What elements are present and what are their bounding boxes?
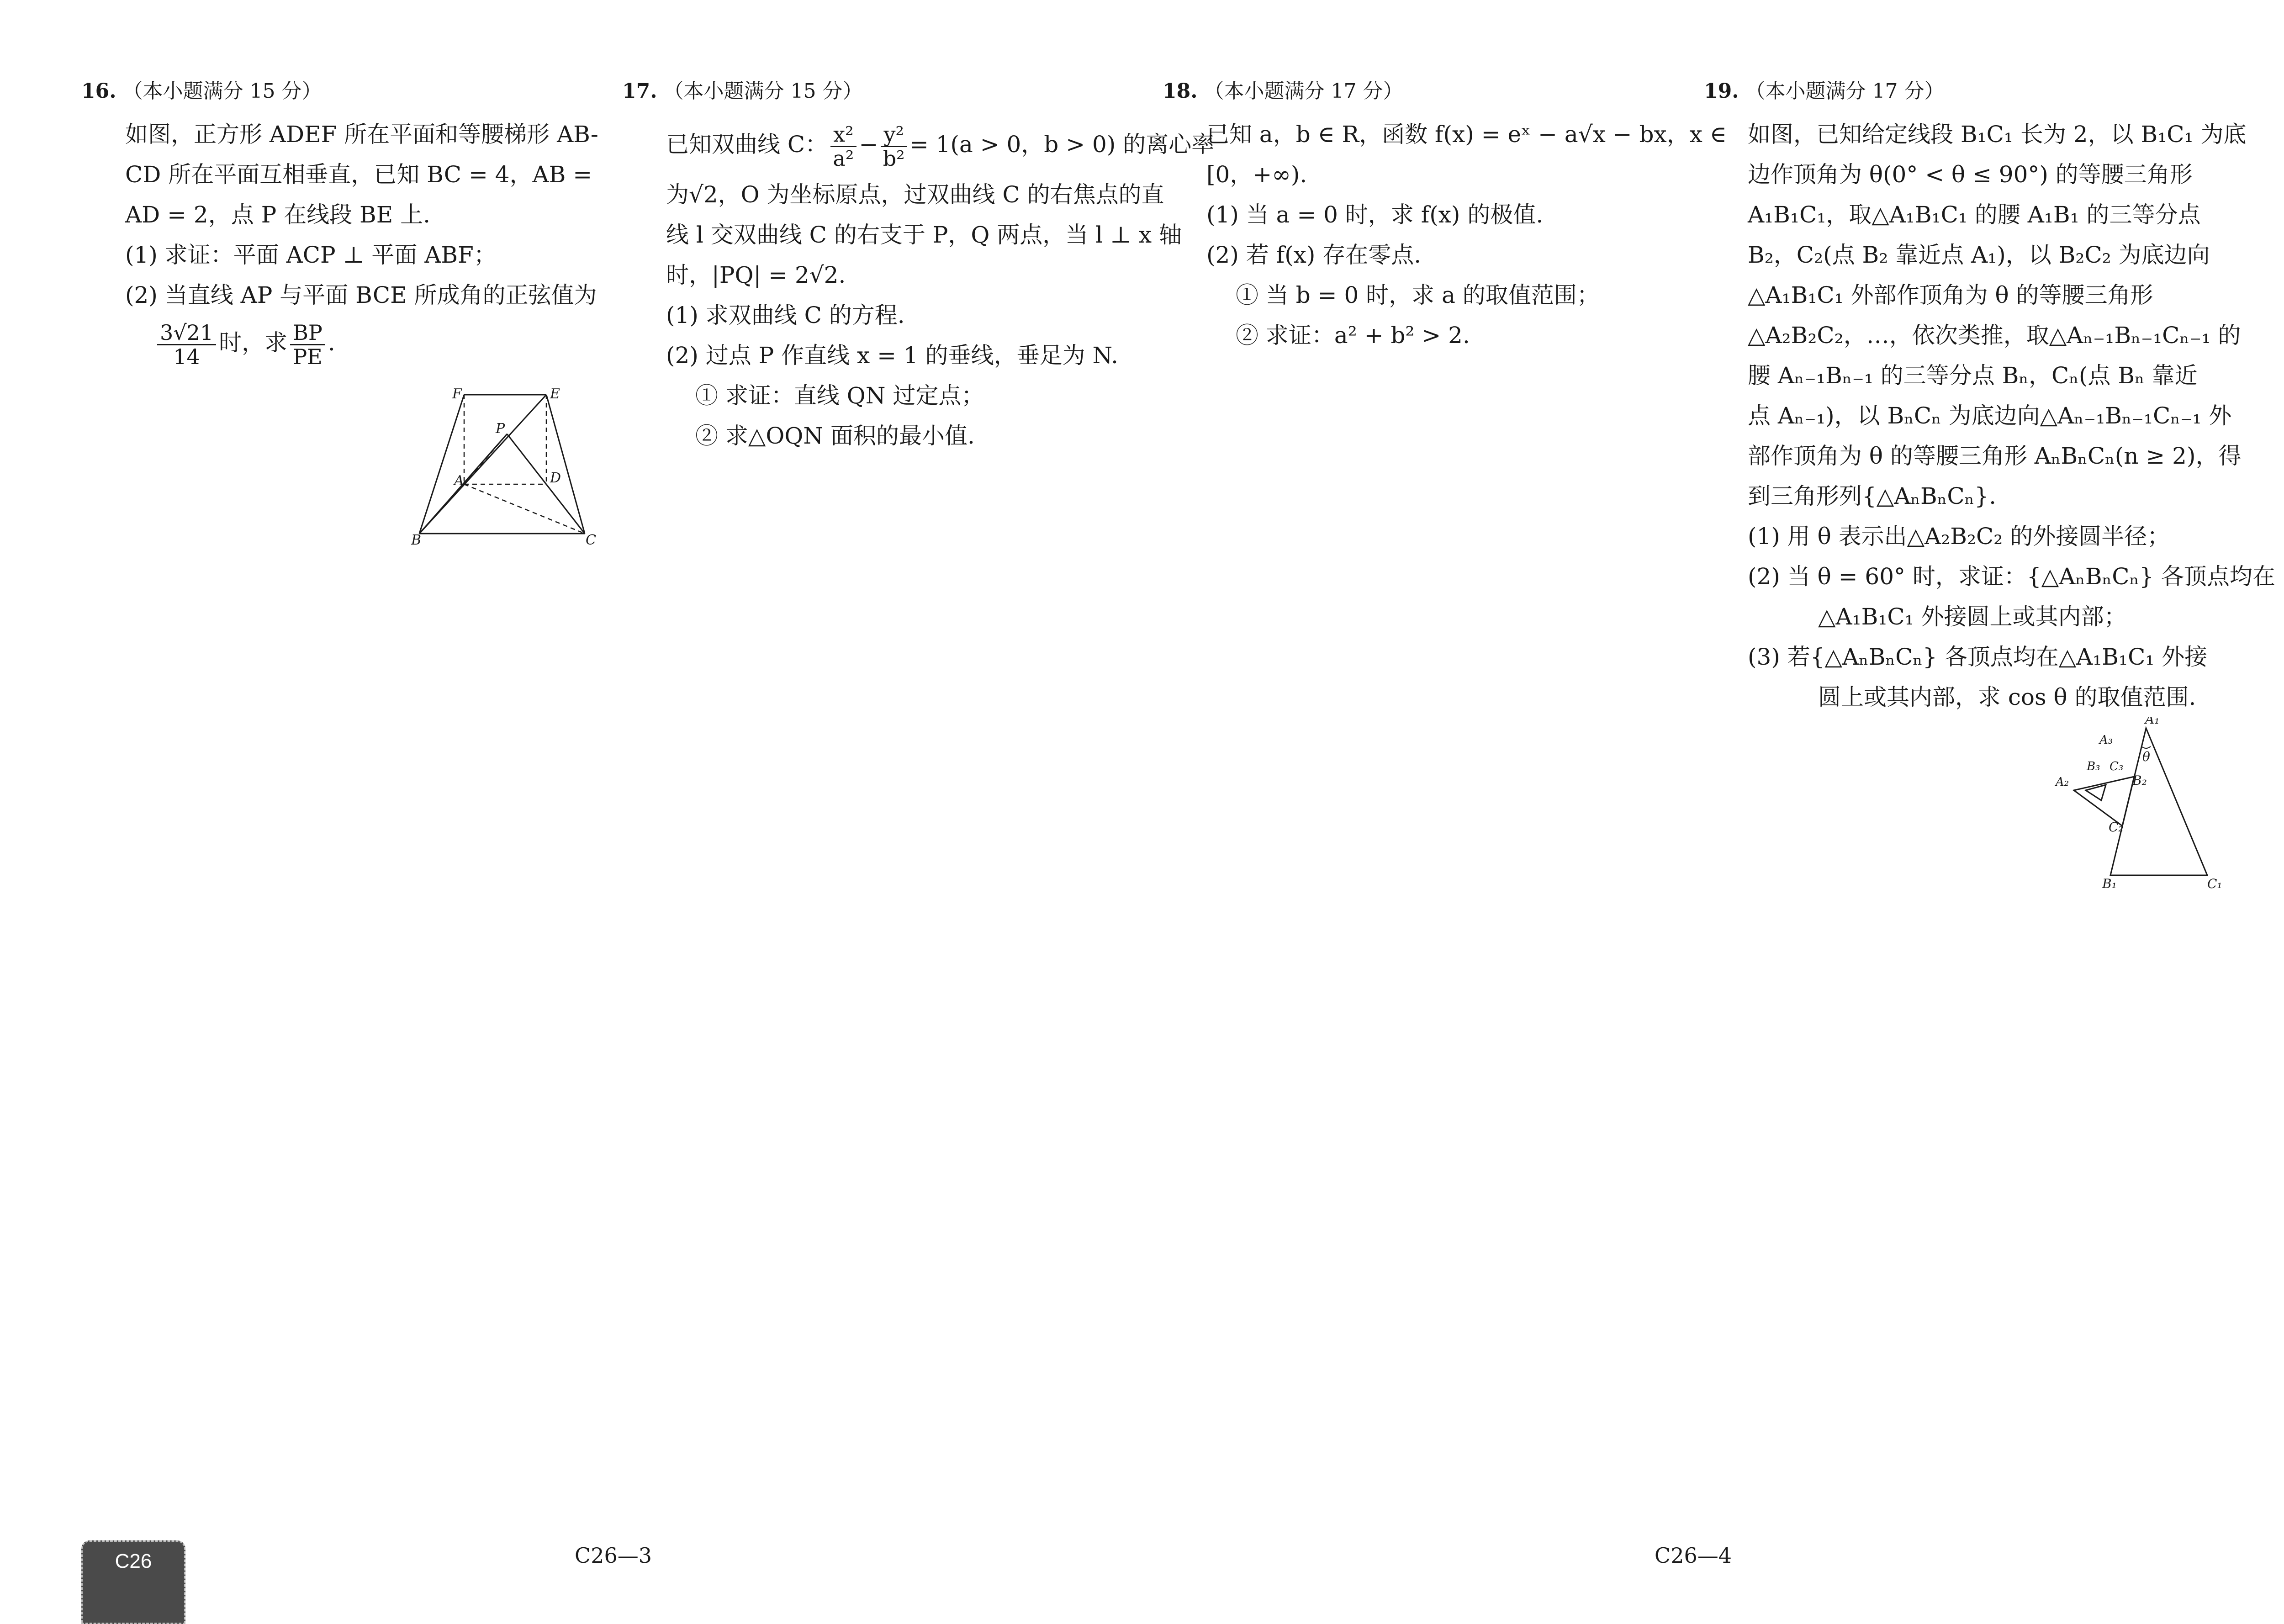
question-16: [81, 69, 598, 370]
q19-text-line: 点 Aₙ₋₁)，以 BₙCₙ 为底边向△Aₙ₋₁Bₙ₋₁Cₙ₋₁ 外: [1748, 402, 2232, 429]
q19-part-1: (1) 用 θ 表示出△A₂B₂C₂ 的外接圆半径；: [1748, 523, 2170, 550]
q17-text-line: 线 l 交双曲线 C 的右支于 P，Q 两点，当 l ⊥ x 轴: [666, 222, 1182, 248]
q19-text-line: 腰 Aₙ₋₁Bₙ₋₁ 的三等分点 Bₙ，Cₙ(点 Bₙ 靠近: [1748, 362, 2198, 389]
q16-fraction-sine: $\frac{3√21}{14}$: [157, 321, 216, 368]
q17-part-2-sub-1: ① 求证：直线 QN 过定点；: [695, 382, 984, 409]
question-18: [1163, 69, 1727, 355]
q17-part-2: (2) 过点 P 作直线 x = 1 的垂线，垂足为 N.: [666, 342, 1118, 369]
q16-part-1: (1) 求证：平面 ACP ⊥ 平面 ABF；: [125, 242, 497, 268]
label-C3: C₃: [2110, 760, 2124, 773]
q19-part-2-cont: △A₁B₁C₁ 外接圆上或其内部；: [1818, 603, 2127, 630]
label-A3: A₃: [2099, 733, 2113, 747]
q18-text-line: 已知 a，b ∈ R，函数 f(x) = eˣ − a√x − bx，x ∈: [1206, 121, 1727, 148]
q19-text-line: 边作顶角为 θ(0° < θ ≤ 90°) 的等腰三角形: [1748, 161, 2193, 188]
q17-fraction-x: $\frac{\text{x²}}{\text{a²}}$: [830, 123, 856, 170]
label-C: C: [586, 532, 596, 548]
page-number-right: C26—4: [1655, 1543, 1732, 1568]
question-19: [1704, 69, 2275, 717]
label-theta: θ: [2142, 749, 2150, 764]
q19-part-2: (2) 当 θ = 60° 时，求证：{△AₙBₙCₙ} 各顶点均在: [1748, 563, 2275, 590]
q17-header: 17. （本小题满分 15 分）: [622, 79, 863, 103]
label-E: E: [550, 388, 560, 402]
page-number-left: C26—3: [575, 1543, 652, 1568]
label-A: A: [454, 473, 464, 489]
q16-header: 16. （本小题满分 15 分）: [81, 79, 322, 103]
label-B: B: [411, 532, 422, 548]
q19-figure: [2042, 717, 2243, 893]
q19-text-line: B₂，C₂(点 B₂ 靠近点 A₁)，以 B₂C₂ 为底边向: [1748, 242, 2210, 268]
q16-figure: [411, 388, 612, 550]
q18-header: 18. （本小题满分 17 分）: [1163, 79, 1403, 103]
q18-part-2: (2) 若 f(x) 存在零点.: [1206, 242, 1422, 268]
label-C2: C₂: [2109, 820, 2124, 835]
q18-part-1: (1) 当 a = 0 时，求 f(x) 的极值.: [1206, 201, 1544, 228]
q19-text-line: 部作顶角为 θ 的等腰三角形 AₙBₙCₙ(n ≥ 2)，得: [1748, 443, 2242, 469]
q19-text-line: 如图，已知给定线段 B₁C₁ 长为 2，以 B₁C₁ 为底: [1748, 121, 2247, 148]
label-D: D: [550, 470, 561, 486]
label-F: F: [452, 388, 462, 402]
q18-text-line: [0，+∞).: [1206, 161, 1307, 188]
q16-text-line: 如图，正方形 ADEF 所在平面和等腰梯形 AB-: [125, 121, 598, 148]
q16-part-2-cont: $\frac{3√21}{14}$ 时，求 $\frac{BP}{PE}$ .: [81, 315, 598, 370]
label-C1: C₁: [2207, 876, 2222, 891]
q18-part-2-sub-2: ② 求证：a² + b² > 2.: [1236, 322, 1470, 349]
q17-text-line: 时，|PQ| = 2√2.: [666, 262, 846, 288]
q19-part-3: (3) 若{△AₙBₙCₙ} 各顶点均在△A₁B₁C₁ 外接: [1748, 644, 2208, 670]
label-P: P: [496, 421, 505, 437]
q16-part-2: (2) 当直线 AP 与平面 BCE 所成角的正弦值为: [125, 282, 597, 308]
q19-text-line: △A₂B₂C₂，…，依次类推，取△Aₙ₋₁Bₙ₋₁Cₙ₋₁ 的: [1748, 322, 2241, 349]
q17-equation-line: 已知双曲线 C： $\frac{\text{x²}}{\text{a²}}$ − $\frac{\text{y²}}{\text{b²}}$ = 1(a > 0，b > 0) 的离心率: [666, 122, 1215, 171]
label-A1: A₁: [2145, 717, 2160, 727]
q16-fraction-ratio: $\frac{BP}{PE}$: [290, 321, 325, 368]
q17-part-2-sub-2: ② 求△OQN 面积的最小值.: [695, 423, 975, 449]
q17-fraction-y: $\frac{\text{y²}}{\text{b²}}$: [881, 123, 906, 170]
label-B2: B₂: [2132, 773, 2147, 788]
q16-text-line: AD = 2，点 P 在线段 BE 上.: [125, 201, 431, 228]
section-tab: C26: [81, 1540, 185, 1624]
question-17: [622, 69, 1214, 456]
q19-part-3-cont: 圆上或其内部，求 cos θ 的取值范围.: [1818, 684, 2196, 710]
q17-text-line: 为√2，O 为坐标原点，过双曲线 C 的右焦点的直: [666, 181, 1164, 208]
q19-text-line: △A₁B₁C₁ 外部作顶角为 θ 的等腰三角形: [1748, 282, 2153, 308]
q18-part-2-sub-1: ① 当 b = 0 时，求 a 的取值范围；: [1236, 282, 1600, 308]
label-B3: B₃: [2087, 760, 2100, 773]
label-B1: B₁: [2102, 876, 2117, 891]
label-A2: A₂: [2056, 775, 2069, 789]
q16-text-line: CD 所在平面互相垂直，已知 BC = 4，AB =: [125, 161, 592, 188]
q19-text-line: 到三角形列{△AₙBₙCₙ}.: [1748, 483, 1996, 509]
q17-part-1: (1) 求双曲线 C 的方程.: [666, 302, 905, 328]
q19-text-line: A₁B₁C₁，取△A₁B₁C₁ 的腰 A₁B₁ 的三等分点: [1748, 201, 2201, 228]
q19-header: 19. （本小题满分 17 分）: [1704, 79, 1945, 103]
